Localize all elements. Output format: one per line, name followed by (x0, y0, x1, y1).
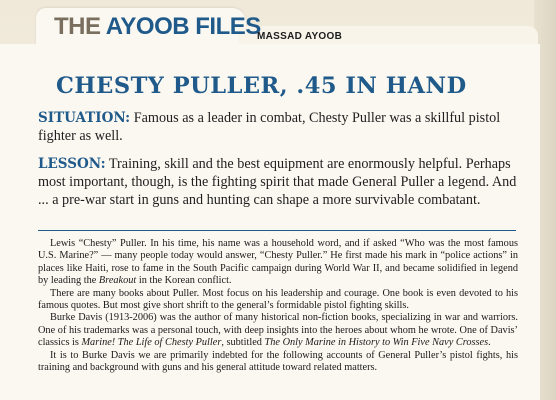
column-title-name: AYOOB FILES (105, 13, 261, 40)
body-paragraph-4: It is to Burke Davis we are primarily indebted for the following accounts of General Puller’s pistol fights, his training and background with guns and his general attitude toward related matters. (38, 349, 518, 374)
body-paragraph-1: Lewis “Chesty” Puller. In his time, his name was a household word, and if asked “Who was the most famous U.S. Marine?” — many people today would answer, “Chesty Puller.” He first made his mark in “police actions” in places like Haiti, rose to fame in the South Pacific campaign during World War II, and became solidified in legend by leading the Breakout in the Korean conflict. (38, 238, 518, 287)
article-headline: CHESTY PULLER, .45 IN HAND (56, 73, 467, 99)
body-paragraph-3: Burke Davis (1913-2006) was the author of many historical non-fiction books, specializing in war and warriors. One of his trademarks was a personal touch, with deep insights into the heroes about whom he wrote. One of Davis’ classics is Marine! The Life of Chesty Puller, subtitled The Only Marine in History to Win Five Navy Crosses. (38, 312, 518, 349)
lesson-text: Training, skill and the best equipment are enormously helpful. Perhaps most important, though, is the fighting spirit that made General Puller a legend. And ... a pre-war start in guns and hunting can shape a more survivable combatant. (38, 156, 517, 208)
section-divider (38, 230, 516, 231)
situation-block (38, 109, 518, 145)
situation-label: SITUATION: (38, 110, 131, 126)
body-paragraph-2: There are many books about Puller. Most focus on his leadership and courage. One book is even devoted to his famous quotes. But most give short shrift to the general’s formidable pistol fighting skills. (38, 287, 518, 312)
author-name: MASSAD AYOOB (257, 31, 343, 42)
lesson-label: LESSON: (38, 156, 106, 172)
lesson-block (38, 155, 518, 209)
column-title-prefix: THE (54, 13, 106, 40)
situation-text: Famous as a leader in combat, Chesty Puller was a skillful pistol fighter as well. (38, 110, 501, 144)
column-title (54, 13, 261, 41)
article-body (38, 238, 518, 374)
